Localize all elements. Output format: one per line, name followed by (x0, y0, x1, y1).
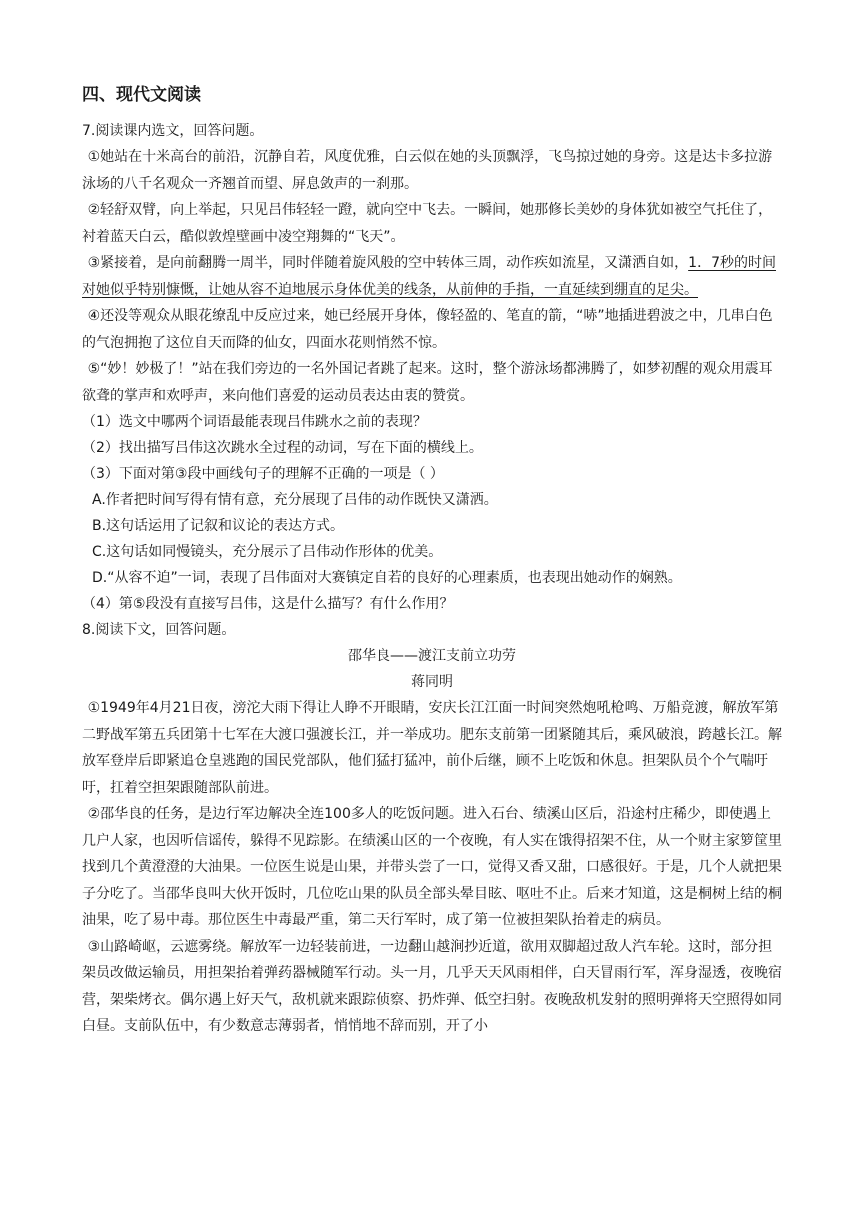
q7-subquestion-1: （1）选文中哪两个词语最能表现吕伟跳水之前的表现？ (82, 414, 427, 430)
question-8 (82, 617, 782, 1040)
article-author: 蒋同明 (411, 674, 453, 690)
q7-option-a: A.作者把时间写得有情有意，充分展现了吕伟的动作既快又潇洒。 (92, 492, 498, 508)
q8-paragraph-1: ①1949年4月21日夜，滂沱大雨下得让人睁不开眼睛，安庆长江江面一时间突然炮吼枪鸣、万船竞渡，解放军第二野战军第五兵团第十七军在大渡口强渡长江，并一举成功。肥东支前第一团紧随其后，乘风破浪，跨越长江。解放军登岸后即紧追仓皇逃跑的国民党部队，他们猛打猛冲，前仆后继，顾不上吃饭和休息。担架队员个个气喘吁吁，扛着空担架跟随部队前进。 (82, 700, 782, 796)
q7-paragraph-4: ④还没等观众从眼花缭乱中反应过来，她已经展开身体，像轻盈的、笔直的箭，“哧”地插进碧波之中，几串白色的气泡拥抱了这位自天而降的仙女，四面水花则悄然不惊。 (82, 308, 773, 351)
q7-paragraph-3-text: ③紧接着，是向前翻腾一周半，同时伴随着旋风般的空中转体三周，动作疾如流星，又潇洒自如， (87, 255, 689, 271)
q7-option-c: C.这句话如同慢镜头，充分展示了吕伟动作形体的优美。 (92, 544, 443, 560)
section-title: 四、现代文阅读 (82, 85, 201, 105)
q7-paragraph-5: ⑤“妙！妙极了！”站在我们旁边的一名外国记者跳了起来。这时，整个游泳场都沸腾了，如梦初醒的观众用震耳欲聋的掌声和欢呼声，来向他们喜爱的运动员表达由衷的赞赏。 (82, 361, 773, 404)
question-7 (82, 118, 782, 617)
q7-paragraph-3 (82, 250, 782, 303)
document-page (82, 82, 782, 1040)
q7-paragraph-1: ①她站在十米高台的前沿，沉静自若，风度优雅，白云似在她的头顶飘浮，飞鸟掠过她的身旁。这是达卡多拉游泳场的八千名观众一齐翘首而望、屏息敛声的一刹那。 (82, 149, 773, 192)
q8-paragraph-2: ②邵华良的任务，是边行军边解决全连100多人的吃饭问题。进入石台、绩溪山区后，沿途村庄稀少，即使遇上几户人家，也因听信谣传，躲得不见踪影。在绩溪山区的一个夜晚，有人实在饿得招架不住，从一个财主家箩筐里找到几个黄澄澄的大油果。一位医生说是山果，并带头尝了一口，觉得又香又甜，口感很好。于是，几个人就把果子分吃了。当邵华良叫大伙开饭时，几位吃山果的队员全部头晕目眩、呕吐不止。后来才知道，这是桐树上结的桐油果，吃了易中毒。那位医生中毒最严重，第二天行军时，成了第一位被担架队抬着走的病员。 (82, 806, 782, 928)
article-title: 邵华良——渡江支前立功劳 (348, 648, 516, 664)
underlined-sentence: 1．7秒的时间对她似乎特别慷慨，让她从容不迫地展示身体优美的线条，从前伸的手指，一直延续到绷直的足尖。 (82, 255, 776, 298)
q7-subquestion-3: （3）下面对第③段中画线句子的理解不正确的一项是（ ） (82, 466, 444, 482)
q8-paragraph-3: ③山路崎岖，云遮雾绕。解放军一边轻装前进，一边翻山越涧抄近道，欲用双脚超过敌人汽车轮。这时，部分担架员改做运输员，用担架抬着弹药器械随军行动。头一月，几乎天天风雨相伴，白天冒雨行军，浑身湿透，夜晚宿营，架柴烤衣。偶尔遇上好天气，敌机就来跟踪侦察、扔炸弹、低空扫射。夜晚敌机发射的照明弹将天空照得如同白昼。支前队伍中，有少数意志薄弱者，悄悄地不辞而别，开了小 (82, 938, 782, 1034)
q7-option-d: D.“从容不迫”一词，表现了吕伟面对大赛镇定自若的良好的心理素质，也表现出她动作的娴熟。 (92, 570, 682, 586)
q8-prompt: 8.阅读下文，回答问题。 (82, 622, 236, 638)
q7-paragraph-2: ②轻舒双臂，向上举起，只见吕伟轻轻一蹬，就向空中飞去。一瞬间，她那修长美妙的身体犹如被空气托住了，衬着蓝天白云，酷似敦煌壁画中凌空翔舞的“飞天”。 (82, 202, 773, 245)
q7-option-b: B.这句话运用了记叙和议论的表达方式。 (92, 518, 345, 534)
q7-subquestion-4: （4）第⑤段没有直接写吕伟，这是什么描写？有什么作用？ (82, 596, 454, 612)
q7-subquestion-2: （2）找出描写吕伟这次跳水全过程的动词，写在下面的横线上。 (82, 440, 483, 456)
q7-prompt: 7.阅读课内选文，回答问题。 (82, 123, 264, 139)
